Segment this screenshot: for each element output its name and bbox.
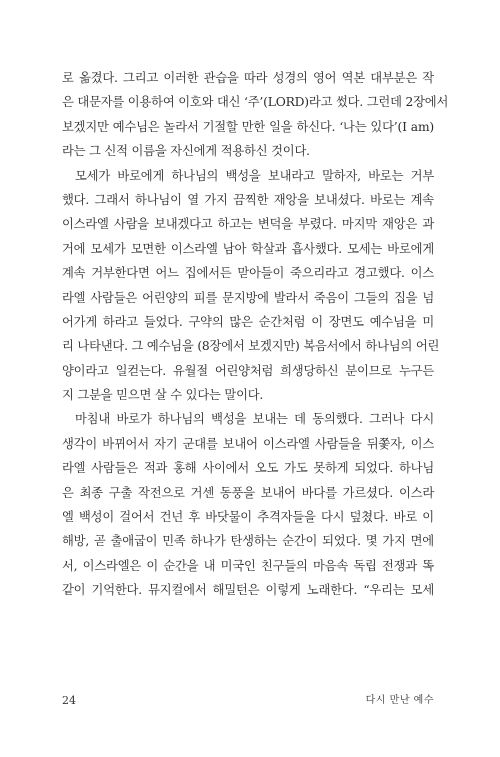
text-line: 거에 모세가 모면한 이스라엘 남아 학살과 흡사했다. 모세는 바로에게 bbox=[62, 241, 434, 256]
text-line: 계속 거부한다면 어느 집에서든 맏아들이 죽으리라고 경고했다. 이스 bbox=[62, 266, 434, 281]
text-line: 해방, 곧 출애굽이 민족 하나가 탄생하는 순간이 되었다. 몇 가지 면에 bbox=[62, 534, 434, 549]
text-line: 마침내 바로가 하나님의 백성을 보내는 데 동의했다. 그러나 다시 bbox=[75, 412, 434, 427]
text-line: 라는 그 신적 이름을 자신에게 적용하신 것이다. bbox=[62, 144, 310, 159]
text-line: 라엘 사람들은 어린양의 피를 문지방에 발라서 죽음이 그들의 집을 넘 bbox=[62, 290, 434, 305]
text-line: 이스라엘 사람을 보내겠다고 하고는 변덕을 부렸다. 마지막 재앙은 과 bbox=[62, 217, 434, 232]
text-line: 라엘 사람들은 적과 홍해 사이에서 오도 가도 못하게 되었다. 하나님 bbox=[62, 461, 434, 476]
page-footer bbox=[62, 693, 434, 709]
text-line: 은 최종 구출 작전으로 거센 동풍을 보내어 바다를 가르셨다. 이스라 bbox=[62, 485, 434, 500]
page-number: 24 bbox=[62, 694, 76, 707]
text-line: 은 대문자를 이용하여 이호와 대신 ‘주’(LORD)라고 썼다. 그런데 2장에서 bbox=[62, 95, 449, 110]
text-line: 했다. 그래서 하나님이 열 가지 끔찍한 재앙을 보내셨다. 바로는 계속 bbox=[62, 192, 434, 207]
running-title: 다시 만난 예수 bbox=[365, 695, 434, 706]
text-line: 모세가 바로에게 하나님의 백성을 보내라고 말하자, 바로는 거부 bbox=[75, 168, 434, 183]
text-line: 로 옮겼다. 그리고 이러한 관습을 따라 성경의 영어 역본 대부분은 작 bbox=[62, 71, 434, 85]
text-line: 보겠지만 예수님은 놀라서 기절할 만한 일을 하신다. ‘나는 있다’(I am) bbox=[62, 119, 434, 134]
text-line: 양이라고 일컫는다. 유월절 어린양처럼 희생당하신 분이므로 누구든 bbox=[62, 363, 434, 378]
body-text bbox=[62, 66, 449, 603]
text-line: 엘 백성이 걸어서 건넌 후 바닷물이 추격자들을 다시 덮쳤다. 바로 이 bbox=[62, 510, 434, 525]
text-line: 서, 이스라엘은 이 순간을 내 미국인 친구들의 마음속 독립 전쟁과 똑 bbox=[62, 558, 434, 573]
text-line: 지 그분을 믿으면 살 수 있다는 말이다. bbox=[62, 388, 264, 403]
text-line: 리 나타낸다. 그 예수님을 (8장에서 보겠지만) 복음서에서 하나님의 어린 bbox=[62, 339, 440, 354]
text-line: 생각이 바뀌어서 자기 군대를 보내어 이스라엘 사람들을 뒤쫓자, 이스 bbox=[62, 436, 434, 451]
text-line: 어가게 하라고 들었다. 구약의 많은 순간처럼 이 장면도 예수님을 미 bbox=[62, 314, 434, 329]
text-line: 같이 기억한다. 뮤지컬에서 해밀턴은 이렇게 노래한다. “우리는 모세 bbox=[62, 583, 434, 598]
